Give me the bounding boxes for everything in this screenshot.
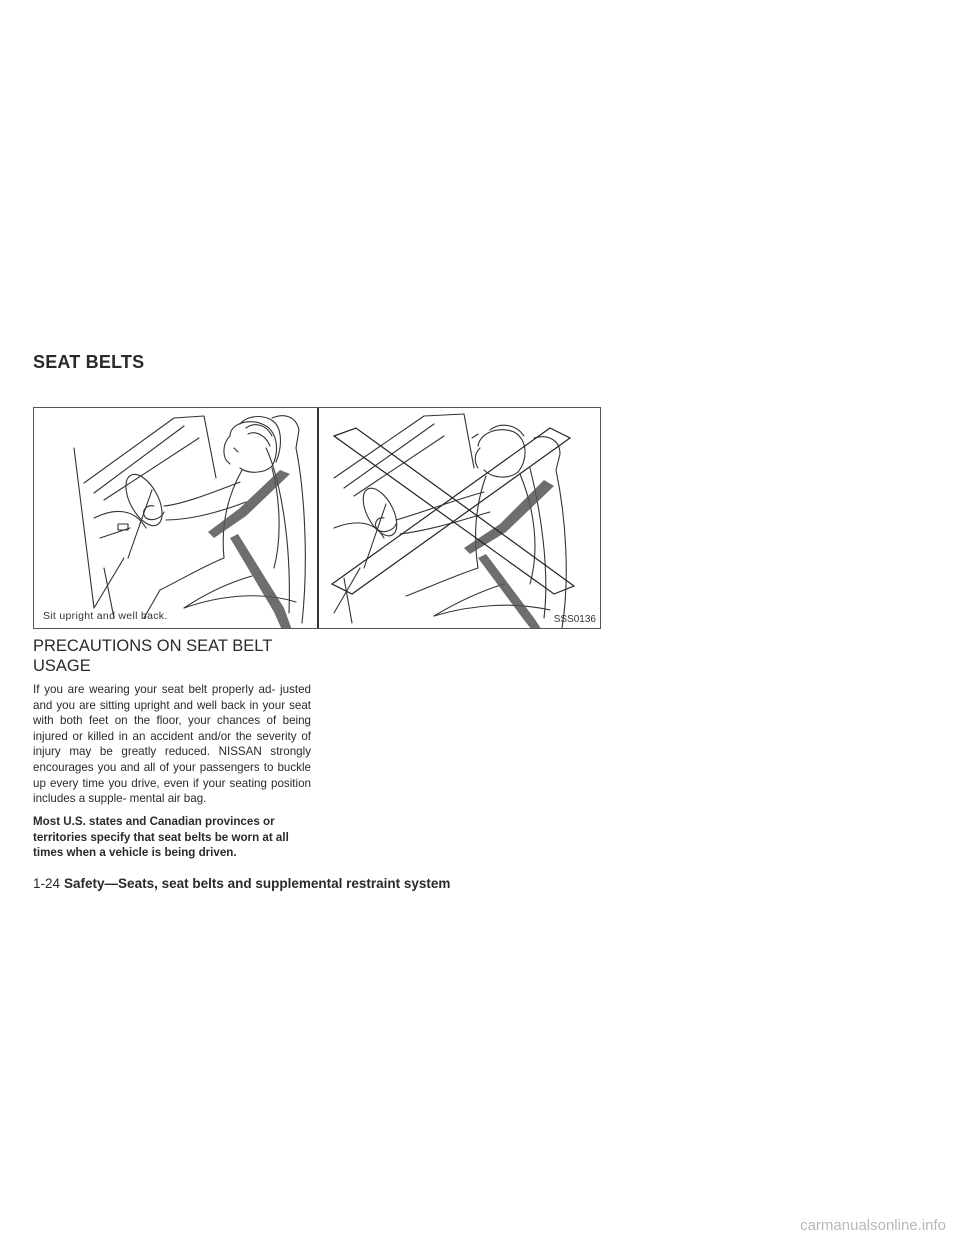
- watermark: carmanualsonline.info: [800, 1217, 946, 1234]
- body-paragraph: If you are wearing your seat belt properly ad- justed and you are sitting upright and well back in your seat with both feet on the floor, your chances of being injured or killed in an accident and/or the severity of injury may be greatly reduced. NISSAN strongly encourages you and all of your passengers to buckle up every time you drive, even if your seating position includes a supple- mental air bag.: [33, 683, 311, 806]
- page-number: 1-24: [33, 876, 61, 891]
- subsection-heading: PRECAUTIONS ON SEAT BELT USAGE: [33, 637, 273, 675]
- bold-paragraph: Most U.S. states and Canadian provinces or territories specify that seat belts be worn at all times when a vehicle is being driven.: [33, 815, 289, 860]
- chapter-title: Safety—Seats, seat belts and supplemental restraint system: [64, 876, 451, 891]
- panel-divider: [317, 408, 319, 628]
- figure-code: SSS0136: [553, 614, 596, 625]
- figure-caption: Sit upright and well back.: [43, 610, 168, 622]
- section-title: SEAT BELTS: [33, 352, 145, 372]
- page-footer: [33, 876, 593, 891]
- seat-position-illustration: [33, 407, 601, 629]
